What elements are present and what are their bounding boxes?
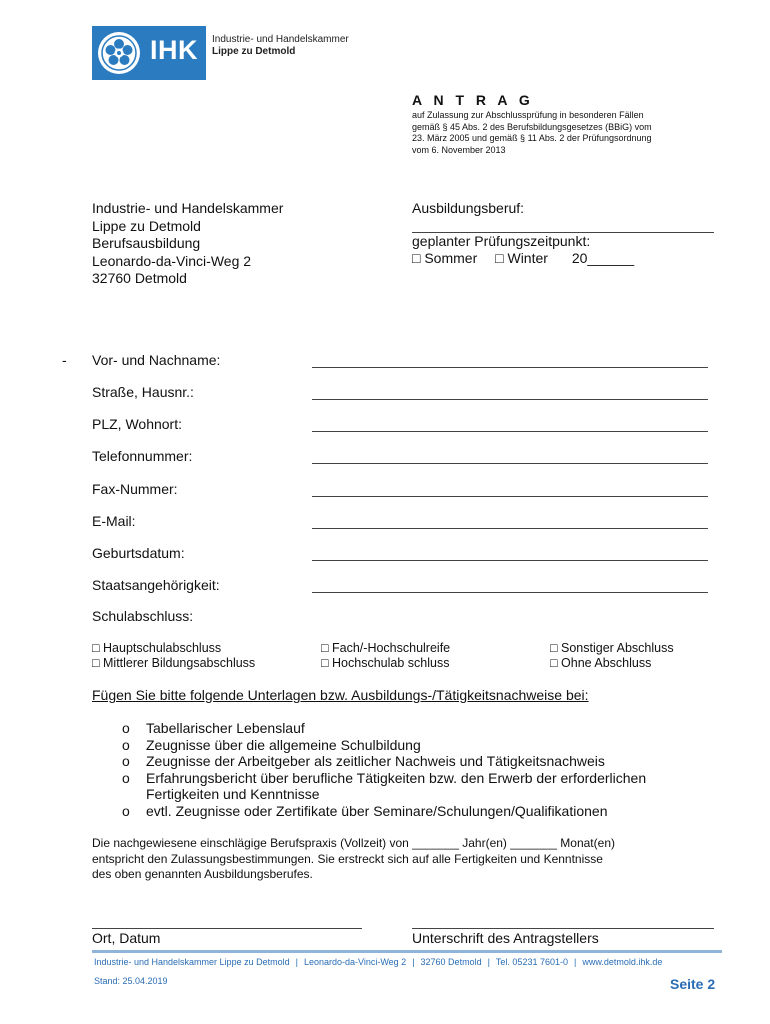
unterlagen-title: Fügen Sie bitte folgende Unterlagen bzw. Ausbildungs-/Tätigkeitsnachweise bei: xyxy=(92,687,589,703)
list-item-text: Tabellarischer Lebenslauf xyxy=(146,720,305,736)
checkbox-sommer[interactable]: □ Sommer xyxy=(412,250,478,266)
beruf-block xyxy=(412,200,716,268)
field-label: E-Mail: xyxy=(92,513,136,529)
field-label: Geburtsdatum: xyxy=(92,545,185,561)
field-row xyxy=(92,545,712,565)
field-row xyxy=(92,352,712,372)
street-field[interactable] xyxy=(312,397,708,400)
field-label: Staatsangehörigkeit: xyxy=(92,577,220,593)
checkbox-hauptschule[interactable]: □ Hauptschulabschluss xyxy=(92,641,222,655)
bullet: o xyxy=(122,720,130,736)
bullet: o xyxy=(122,769,130,786)
name-field[interactable] xyxy=(312,365,708,368)
footer-separator: | xyxy=(412,957,415,967)
list-dash: - xyxy=(62,352,67,368)
field-row xyxy=(92,384,712,404)
logo-box xyxy=(92,26,206,80)
bullet: o xyxy=(122,736,130,753)
field-label: PLZ, Wohnort: xyxy=(92,416,183,432)
city-field[interactable] xyxy=(312,429,708,432)
logo-name-line2: Lippe zu Detmold xyxy=(212,46,296,57)
field-label: Vor- und Nachname: xyxy=(92,352,221,368)
address-line: 32760 Detmold xyxy=(92,270,187,286)
signature-label: Unterschrift des Antragstellers xyxy=(412,930,599,946)
phone-field[interactable] xyxy=(312,461,708,464)
address-line: Industrie- und Handelskammer xyxy=(92,200,284,216)
address-line: Leonardo-da-Vinci-Weg 2 xyxy=(92,252,252,269)
antrag-subtitle xyxy=(412,110,712,156)
footer-separator: | xyxy=(573,957,577,967)
ihk-logo xyxy=(92,26,352,80)
field-label: Fax-Nummer: xyxy=(92,481,178,497)
berufspraxis-paragraph xyxy=(92,836,722,883)
footer-phone: Tel. 05231 7601-0 xyxy=(495,957,568,967)
termin-options xyxy=(412,250,716,268)
footer-divider xyxy=(92,950,722,953)
list-item xyxy=(112,753,722,770)
email-field[interactable] xyxy=(312,526,708,529)
footer-contact xyxy=(94,957,662,967)
checkbox-mittlerer-abschluss[interactable]: □ Mittlerer Bildungsabschluss xyxy=(92,656,256,670)
bullet: o xyxy=(122,802,130,819)
antrag-subtitle-line: auf Zulassung zur Abschlussprüfung in besonderen Fällen xyxy=(412,110,644,120)
page-number: Seite 2 xyxy=(670,976,716,992)
list-item xyxy=(112,737,722,754)
footer-city: 32760 Detmold xyxy=(420,957,482,967)
list-item xyxy=(112,803,722,820)
stand-date: Stand: 25.04.2019 xyxy=(94,976,168,986)
checkbox-winter[interactable]: □ Winter xyxy=(495,250,548,266)
address-line: Lippe zu Detmold xyxy=(92,217,201,234)
list-item xyxy=(112,770,722,803)
paragraph-line: Die nachgewiesene einschlägige Berufspraxis (Vollzeit) von _______ Jahr(en) _______ Monat(en) xyxy=(92,836,615,850)
recipient-address xyxy=(92,200,283,288)
nationality-field[interactable] xyxy=(312,590,708,593)
fax-field[interactable] xyxy=(312,494,708,497)
list-item-text: evtl. Zeugnisse oder Zertifikate über Seminare/Schulungen/Qualifikationen xyxy=(146,802,608,819)
address-line: Berufsausbildung xyxy=(92,235,201,251)
list-item xyxy=(112,720,722,737)
field-label: Telefonnummer: xyxy=(92,448,193,464)
logo-name-line1: Industrie- und Handelskammer xyxy=(212,34,349,45)
unterlagen-list xyxy=(112,720,722,819)
checkbox-ohne-abschluss[interactable]: □ Ohne Abschluss xyxy=(550,656,652,670)
logo-name xyxy=(212,34,362,58)
list-item-text: Zeugnisse der Arbeitgeber als zeitlicher Nachweis und Tätigkeitsnachweis xyxy=(146,753,605,769)
paragraph-line: entspricht den Zulassungsbestimmungen. Sie erstreckt sich auf alle Fertigkeiten und Kenntnisse xyxy=(92,851,603,866)
beruf-label: Ausbildungsberuf: xyxy=(412,200,525,216)
schulabschluss-title: Schulabschluss: xyxy=(92,608,194,624)
ort-datum-field[interactable] xyxy=(92,928,362,929)
field-row xyxy=(92,448,712,468)
signature-field[interactable] xyxy=(412,928,714,929)
bullet: o xyxy=(122,753,130,769)
checkbox-hochschulabschluss[interactable]: □ Hochschulab schluss xyxy=(321,656,450,670)
footer-org: Industrie- und Handelskammer Lippe zu Detmold xyxy=(94,957,290,967)
checkbox-sonstiger-abschluss[interactable]: □ Sonstiger Abschluss xyxy=(550,641,674,655)
footer-website-link[interactable]: www.detmold.ihk.de xyxy=(582,957,663,967)
antrag-subtitle-line: gemäß § 45 Abs. 2 des Berufsbildungsgesetzes (BBiG) vom xyxy=(412,121,652,132)
field-row xyxy=(92,416,712,436)
termin-label: geplanter Prüfungszeitpunkt: xyxy=(412,232,591,249)
field-label: Straße, Hausnr.: xyxy=(92,384,194,400)
birthdate-field[interactable] xyxy=(312,558,708,561)
logo-abbr: IHK xyxy=(150,35,198,65)
beruf-input-line[interactable] xyxy=(412,218,714,233)
paragraph-line: des oben genannten Ausbildungsberufes. xyxy=(92,867,313,881)
field-row xyxy=(92,481,712,501)
list-item-text: Zeugnisse über die allgemeine Schulbildung xyxy=(146,736,421,753)
footer-separator: | xyxy=(295,957,298,967)
list-item-text: Erfahrungsbericht über berufliche Tätigkeiten bzw. den Erwerb der erforderlichen Fertigkeiten und Kenntnisse xyxy=(146,769,647,802)
antrag-subtitle-line: 23. März 2005 und gemäß § 11 Abs. 2 der Prüfungsordnung xyxy=(412,133,652,143)
checkbox-fachhochschulreife[interactable]: □ Fach/-Hochschulreife xyxy=(321,641,451,655)
antrag-subtitle-line: vom 6. November 2013 xyxy=(412,144,506,155)
seal-icon xyxy=(96,30,142,76)
field-row xyxy=(92,577,712,597)
ort-datum-label: Ort, Datum xyxy=(92,930,161,946)
footer-separator: | xyxy=(487,957,490,967)
termin-year[interactable]: 20______ xyxy=(571,250,635,266)
field-row xyxy=(92,513,712,533)
footer-street: Leonardo-da-Vinci-Weg 2 xyxy=(303,957,407,967)
antrag-title: A N T R A G xyxy=(412,92,534,108)
